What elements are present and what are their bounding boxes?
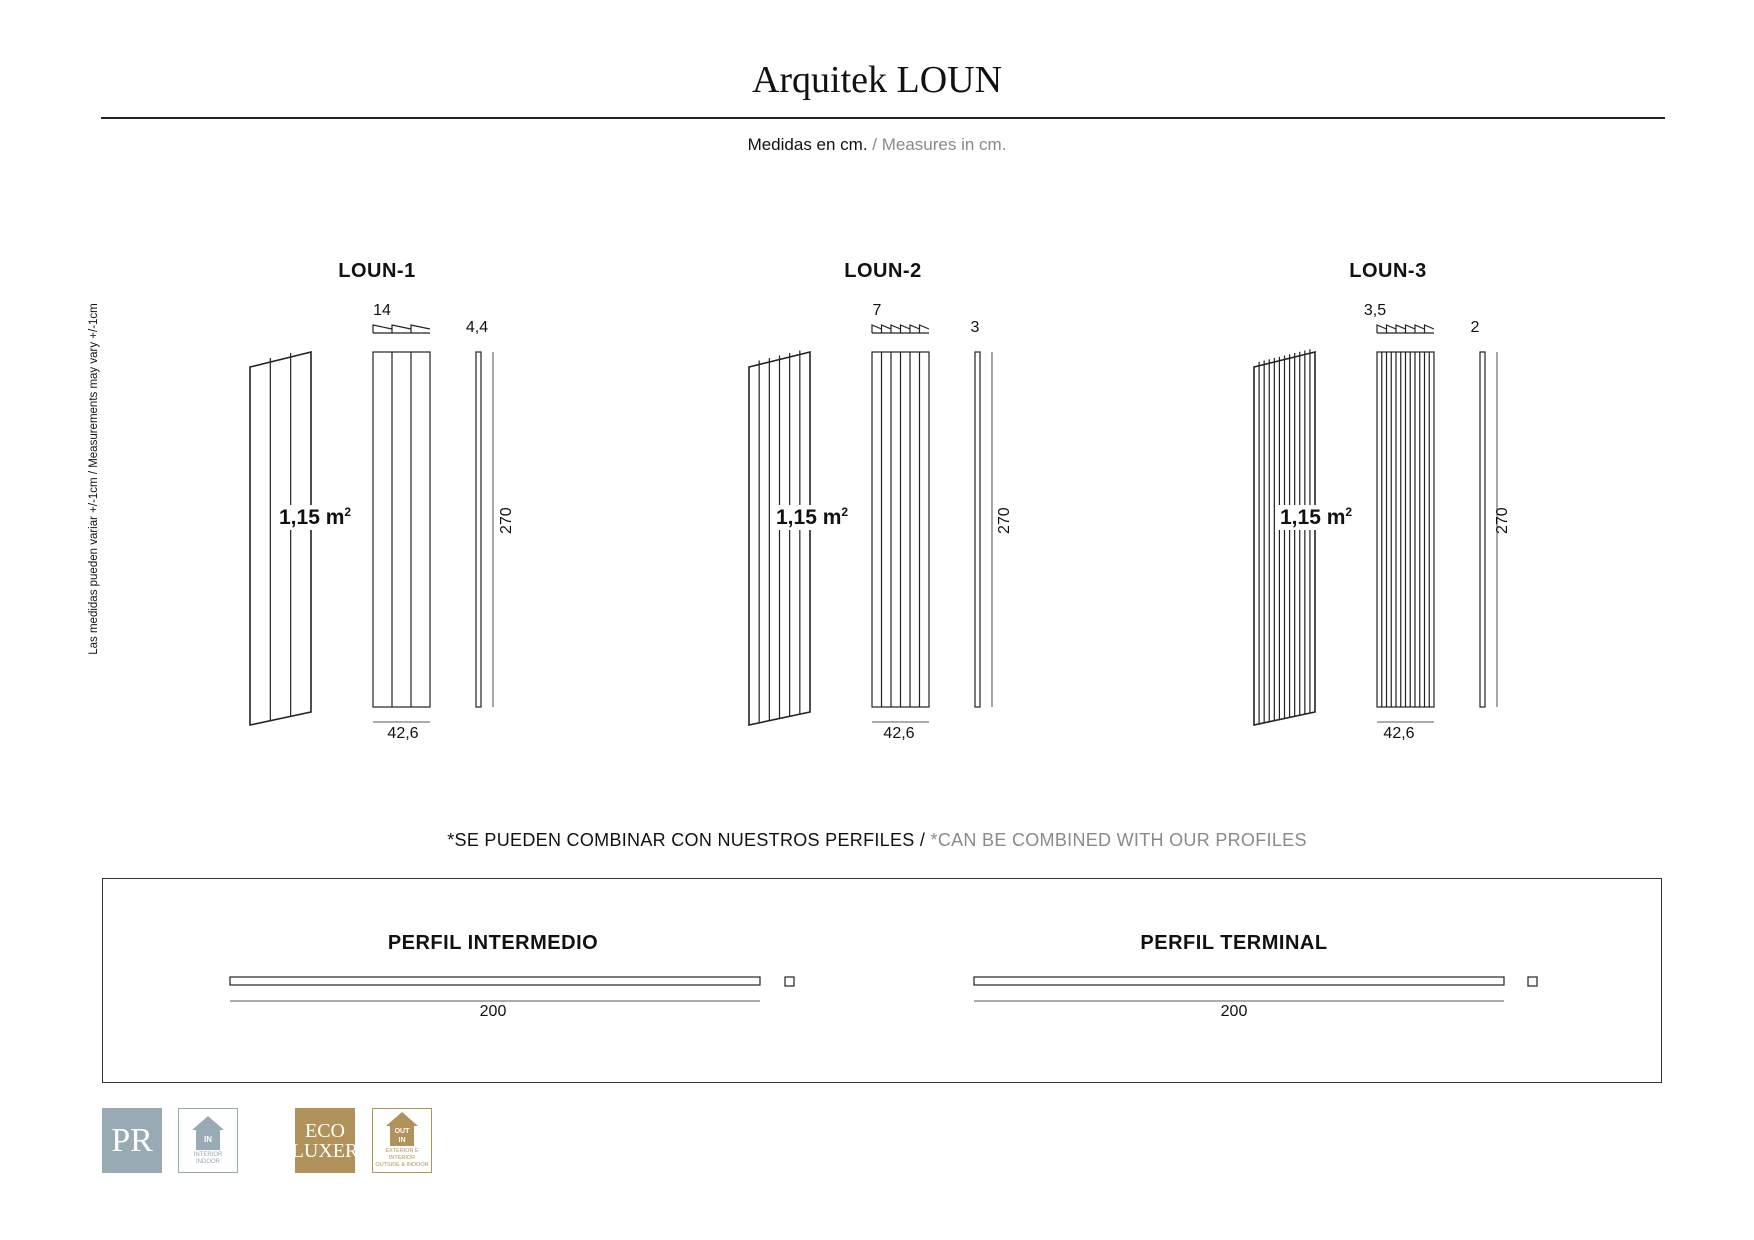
height-loun-3: 270 [1494, 507, 1511, 534]
area-loun-1: 1,15 $m^2$ [279, 505, 352, 529]
slat-profile-tooth [891, 325, 901, 333]
slat-width-loun-3: 3,5 [1363, 302, 1387, 319]
pr-badge: PR [102, 1108, 162, 1173]
indoor-caption-1: INTERIOR [193, 1151, 223, 1158]
outdoor-indoor-badge [372, 1108, 432, 1173]
indoor-caption-2: INDOOR [195, 1158, 220, 1165]
slat-profile-tooth [910, 325, 920, 333]
height-loun-1: 270 [498, 507, 515, 534]
width-loun-3: 42,6 [1383, 725, 1415, 742]
thickness-loun-1: 4,4 [465, 319, 489, 336]
indoor-badge [178, 1108, 238, 1173]
combine-note-es: *SE PUEDEN COMBINAR CON NUESTROS PERFILES / [447, 830, 931, 850]
side-section-outline [476, 352, 481, 707]
slat-profile-tooth [882, 325, 892, 333]
house-arrows-icon: OUT IN [386, 1112, 418, 1146]
subtitle-en: Measures in cm. [881, 135, 1007, 154]
thickness-loun-2: 3 [970, 319, 980, 336]
slat-profile-tooth [1415, 325, 1425, 333]
area-loun-3: 1,15 $m^2$ [1280, 505, 1353, 529]
side-section-outline [1480, 352, 1485, 707]
height-loun-2: 270 [996, 507, 1013, 534]
slat-profile-tooth [392, 325, 411, 333]
width-loun-2: 42,6 [883, 725, 915, 742]
product-name-loun-2: LOUN-2 [844, 260, 922, 282]
slat-width-loun-1: 14 [373, 302, 391, 319]
combine-note [0, 830, 1754, 851]
perspective-panel-outline [250, 352, 311, 725]
side-section-outline [975, 352, 980, 707]
slat-profile-tooth [920, 325, 930, 333]
slat-width-loun-2: 7 [872, 302, 882, 319]
subtitle-separator: / [867, 135, 882, 154]
profiles-box [102, 878, 1662, 1083]
slat-profile-tooth [1377, 325, 1387, 333]
profile-title-terminal: PERFIL TERMINAL [1140, 932, 1328, 954]
profile-length-intermedio: 200 [479, 1003, 507, 1020]
slat-profile-tooth [1406, 325, 1416, 333]
tolerance-note: Las medidas pueden variar +/-1cm / Measurements may vary +/-1cm [88, 303, 100, 655]
product-name-loun-3: LOUN-3 [1349, 260, 1427, 282]
slat-profile-tooth [373, 325, 392, 333]
slat-profile-tooth [1387, 325, 1397, 333]
eco-text: ECO [305, 1119, 345, 1142]
luxer-text: LUXER [291, 1139, 359, 1162]
outdoor-caption-1: EXTERIOR E INTERIOR [385, 1148, 419, 1161]
thickness-loun-3: 2 [1470, 319, 1480, 336]
slat-profile-tooth [1396, 325, 1406, 333]
outdoor-caption-2: OUTSIDE & INDOOR [375, 1162, 429, 1168]
width-loun-1: 42,6 [387, 725, 419, 742]
product-name-loun-1: LOUN-1 [338, 260, 416, 282]
house-icon: IN [192, 1116, 224, 1150]
page-title: Arquitek LOUN [751, 59, 1003, 101]
profile-length-terminal: 200 [1220, 1003, 1248, 1020]
slat-profile-tooth [1425, 325, 1435, 333]
area-loun-2: 1,15 $m^2$ [776, 505, 849, 529]
ecoluxer-badge [291, 1108, 359, 1173]
slat-profile-tooth [872, 325, 882, 333]
combine-note-en: *CAN BE COMBINED WITH OUR PROFILES [930, 830, 1307, 850]
profile-title-intermedio: PERFIL INTERMEDIO [387, 932, 599, 954]
slat-profile-tooth [411, 325, 430, 333]
slat-profile-tooth [901, 325, 911, 333]
subtitle-es: Medidas en cm. [747, 135, 868, 154]
front-panel-outline [373, 352, 430, 707]
